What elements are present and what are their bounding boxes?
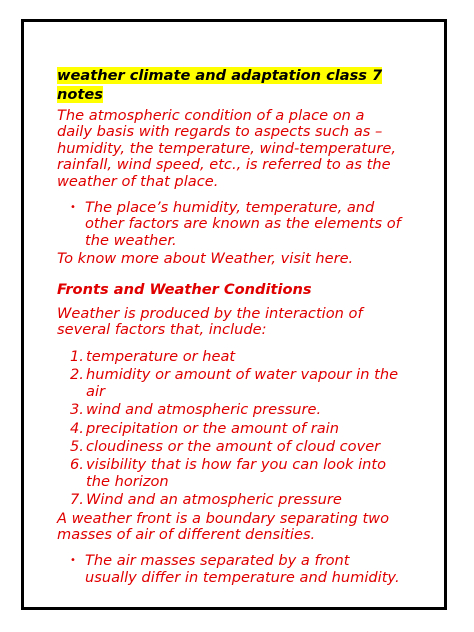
list-number: 5. [70, 437, 84, 455]
list-item [57, 439, 402, 455]
know-more-text: To know more about Weather, visit here. [57, 250, 354, 268]
title-highlight: weather climate and adaptation class 7 notes [57, 67, 383, 103]
bullet-text: The air masses separated by a front usually differ in temperature and humidity. [85, 552, 400, 586]
document-body [57, 66, 402, 586]
list-item-text: humidity or amount of water vapour in the air [86, 366, 399, 400]
bullet-icon: • [70, 202, 76, 214]
list-number: 4. [70, 419, 84, 437]
list-number: 1. [70, 347, 84, 365]
bullet-list-2 [57, 553, 402, 586]
factors-list [57, 349, 402, 509]
bullet-list-1 [57, 200, 402, 249]
list-item [57, 402, 402, 418]
list-number: 2. [70, 366, 84, 384]
list-number: 6. [70, 456, 84, 474]
list-item-text: wind and atmospheric pressure. [86, 401, 322, 419]
intro-paragraph: The atmospheric condition of a place on a daily basis with regards to aspects such as – humidity, the temperature, wind-temperature, rainfall, wind speed, etc., is referred to as the weather of that place. [57, 107, 396, 190]
list-item [57, 421, 402, 437]
bullet-icon: • [70, 555, 76, 567]
list-item [57, 367, 402, 400]
document-title [57, 66, 402, 104]
list-item-text: cloudiness or the amount of cloud cover [86, 437, 381, 455]
list-item [57, 457, 402, 490]
list-item-text: Wind and an atmospheric pressure [86, 491, 342, 509]
list-item-text: temperature or heat [86, 347, 236, 365]
list-item [57, 492, 402, 508]
list-item [57, 553, 402, 586]
list-number: 7. [70, 491, 84, 509]
list-item [57, 200, 402, 249]
list-item-text: visibility that is how far you can look into the horizon [86, 456, 387, 490]
list-item [57, 349, 402, 365]
section-heading: Fronts and Weather Conditions [57, 280, 312, 298]
factors-intro: Weather is produced by the interaction of several factors that, include: [57, 305, 363, 339]
list-number: 3. [70, 401, 84, 419]
front-definition: A weather front is a boundary separating two masses of air of different densities. [57, 509, 390, 543]
bullet-text: The place’s humidity, temperature, and other factors are known as the elements of the weather. [85, 199, 401, 249]
list-item-text: precipitation or the amount of rain [86, 419, 339, 437]
